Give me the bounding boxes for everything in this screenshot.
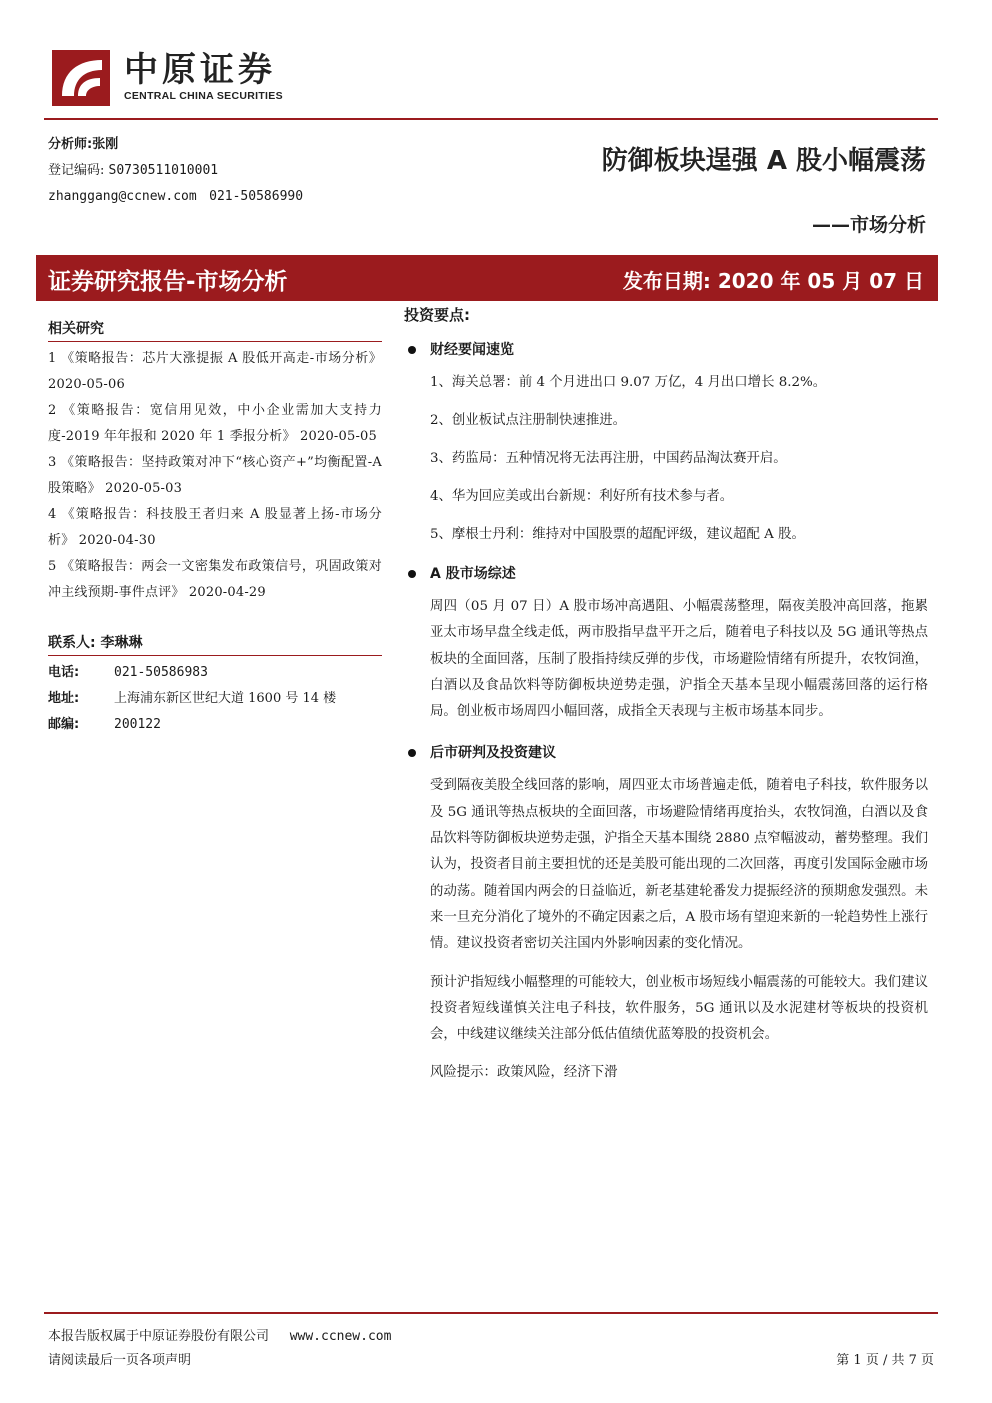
related-research-list <box>48 346 382 606</box>
outlook-heading-text: 后市研判及投资建议 <box>430 745 556 762</box>
bottom-divider <box>44 1312 938 1314</box>
contact-address: 上海浦东新区世纪大道 1600 号 14 楼 <box>114 691 337 706</box>
news-item: 3、药监局：五种情况将无法再注册，中国药品淘汰赛开启。 <box>430 451 787 466</box>
publish-date-value: 2020 年 05 月 07 日 <box>717 269 924 293</box>
analyst-label: 分析师: <box>48 137 93 152</box>
main-content <box>404 300 928 1087</box>
market-review-heading <box>404 560 928 588</box>
footer-disclaimer: 请阅读最后一页各项声明 <box>48 1353 192 1368</box>
news-item: 5、摩根士丹利：维持对中国股票的超配评级，建议超配 A 股。 <box>430 527 805 542</box>
contact-address-label: 地址: <box>48 691 80 706</box>
contact-zip-row <box>48 712 382 738</box>
company-logo <box>52 50 302 106</box>
related-item[interactable]: 4 《策略报告：科技股王者归来 A 股显著上扬-市场分析》 2020-04-30 <box>48 507 382 548</box>
outlook-paragraph: 受到隔夜美股全线回落的影响，周四亚太市场普遍走低，随着电子科技，软件服务以及 5G 通讯等热点板块的全面回落，市场避险情绪再度抬头，农牧饲渔，白酒以及食品饮料等防御板块逆势走强，沪指全天基本围绕 2880 点窄幅波动，蓄势整理。我们认为，投资者目前主要担忧的还是美股可能出现的二次回落，再度引发国际金融市场的动荡。随着国内两会的日益临近，新老基建轮番发力提振经济的预期愈发强烈。未来一旦充分消化了境外的不确定因素之后，A 股市场有望迎来新的一轮趋势性上涨行情。建议投资者密切关注国内外影响因素的变化情况。 <box>430 778 928 952</box>
sidebar <box>48 318 382 738</box>
contact-address-row <box>48 686 382 712</box>
contact-zip: 200122 <box>114 717 161 732</box>
reg-code: S0730511010001 <box>108 163 219 178</box>
related-item[interactable]: 1 《策略报告：芯片大涨提振 A 股低开高走-市场分析》 2020-05-06 <box>48 351 382 392</box>
outlook-heading <box>404 739 928 767</box>
reg-code-label: 登记编码: <box>48 163 105 178</box>
bullet-icon <box>408 570 416 578</box>
contact-person: 李琳琳 <box>100 635 143 651</box>
related-research-heading: 相关研究 <box>48 318 382 342</box>
contact-person-label: 联系人: <box>48 635 96 651</box>
contact-zip-label: 邮编: <box>48 717 80 732</box>
contact-heading <box>48 632 382 656</box>
news-item: 1、海关总署：前 4 个月进出口 9.07 万亿，4 月出口增长 8.2%。 <box>430 375 827 390</box>
news-heading <box>404 336 928 364</box>
bullet-icon <box>408 346 416 354</box>
related-item[interactable]: 3 《策略报告：坚持政策对冲下“核心资产+”均衡配置-A 股策略》 2020-05-03 <box>48 455 382 496</box>
analyst-email[interactable]: zhanggang@ccnew.com <box>48 189 197 204</box>
bullet-icon <box>408 749 416 757</box>
report-category: 证券研究报告-市场分析 <box>48 269 288 295</box>
investment-points-heading: 投资要点: <box>404 306 470 324</box>
footer-website[interactable]: www.ccnew.com <box>289 1329 392 1344</box>
analyst-info <box>48 132 303 210</box>
related-item[interactable]: 5 《策略报告：两会一文密集发布政策信号，巩固政策对冲主线预期-事件点评》 2020-04-29 <box>48 559 382 600</box>
report-banner <box>36 255 938 301</box>
report-subtitle: ——市场分析 <box>811 214 926 236</box>
logo-english-text: CENTRAL CHINA SECURITIES <box>124 90 283 102</box>
contact-phone-label: 电话: <box>48 665 80 680</box>
risk-note: 风险提示：政策风险，经济下滑 <box>430 1065 618 1081</box>
news-list <box>404 364 928 554</box>
analyst-name: 张刚 <box>92 137 119 152</box>
news-item: 2、创业板试点注册制快速推进。 <box>430 413 626 428</box>
contact-phone: 021-50586983 <box>114 665 208 680</box>
logo-chinese-text: 中原证券 <box>124 50 276 90</box>
market-review-paragraph: 周四（05 月 07 日）A 股市场冲高遇阻、小幅震荡整理，隔夜美股冲高回落，拖累亚太市场早盘全线走低，两市股指早盘平开之后，随着电子科技以及 5G 通讯等热点板块的全面回落，压制了股指持续反弹的步伐，市场避险情绪有所提升，农牧饲渔，白酒以及食品饮料等防御板块逆势走强，沪指全天基本呈现小幅震荡回落的运行格局。创业板市场周四小幅回落，成指全天表现与主板市场基本同步。 <box>430 599 928 720</box>
report-title: 防御板块逞强 A 股小幅震荡 <box>601 146 926 176</box>
news-heading-text: 财经要闻速览 <box>430 342 514 358</box>
publish-date <box>623 265 924 294</box>
publish-date-label: 发布日期: <box>622 269 711 293</box>
outlook-paragraph: 预计沪指短线小幅整理的可能较大，创业板市场短线小幅震荡的可能较大。我们建议投资者短线谨慎关注电子科技，软件服务，5G 通讯以及水泥建材等板块的投资机会，中线建议继续关注部分低估值绩优蓝筹股的投资机会。 <box>430 974 928 1043</box>
news-item: 4、华为回应美或出台新规：利好所有技术参与者。 <box>430 489 734 504</box>
footer-copyright: 本报告版权属于中原证券股份有限公司 <box>48 1329 270 1344</box>
contact-phone-row <box>48 660 382 686</box>
analyst-phone: 021-50586990 <box>209 189 304 204</box>
footer-copyright-line <box>48 1325 391 1344</box>
logo-mark-icon <box>52 50 110 106</box>
page-number: 第 1 页 / 共 7 页 <box>836 1353 934 1368</box>
top-divider <box>44 118 938 120</box>
market-review-heading-text: A 股市场综述 <box>430 566 516 582</box>
related-item[interactable]: 2 《策略报告：宽信用见效，中小企业需加大支持力度-2019 年年报和 2020 年 1 季报分析》 2020-05-05 <box>48 403 382 444</box>
